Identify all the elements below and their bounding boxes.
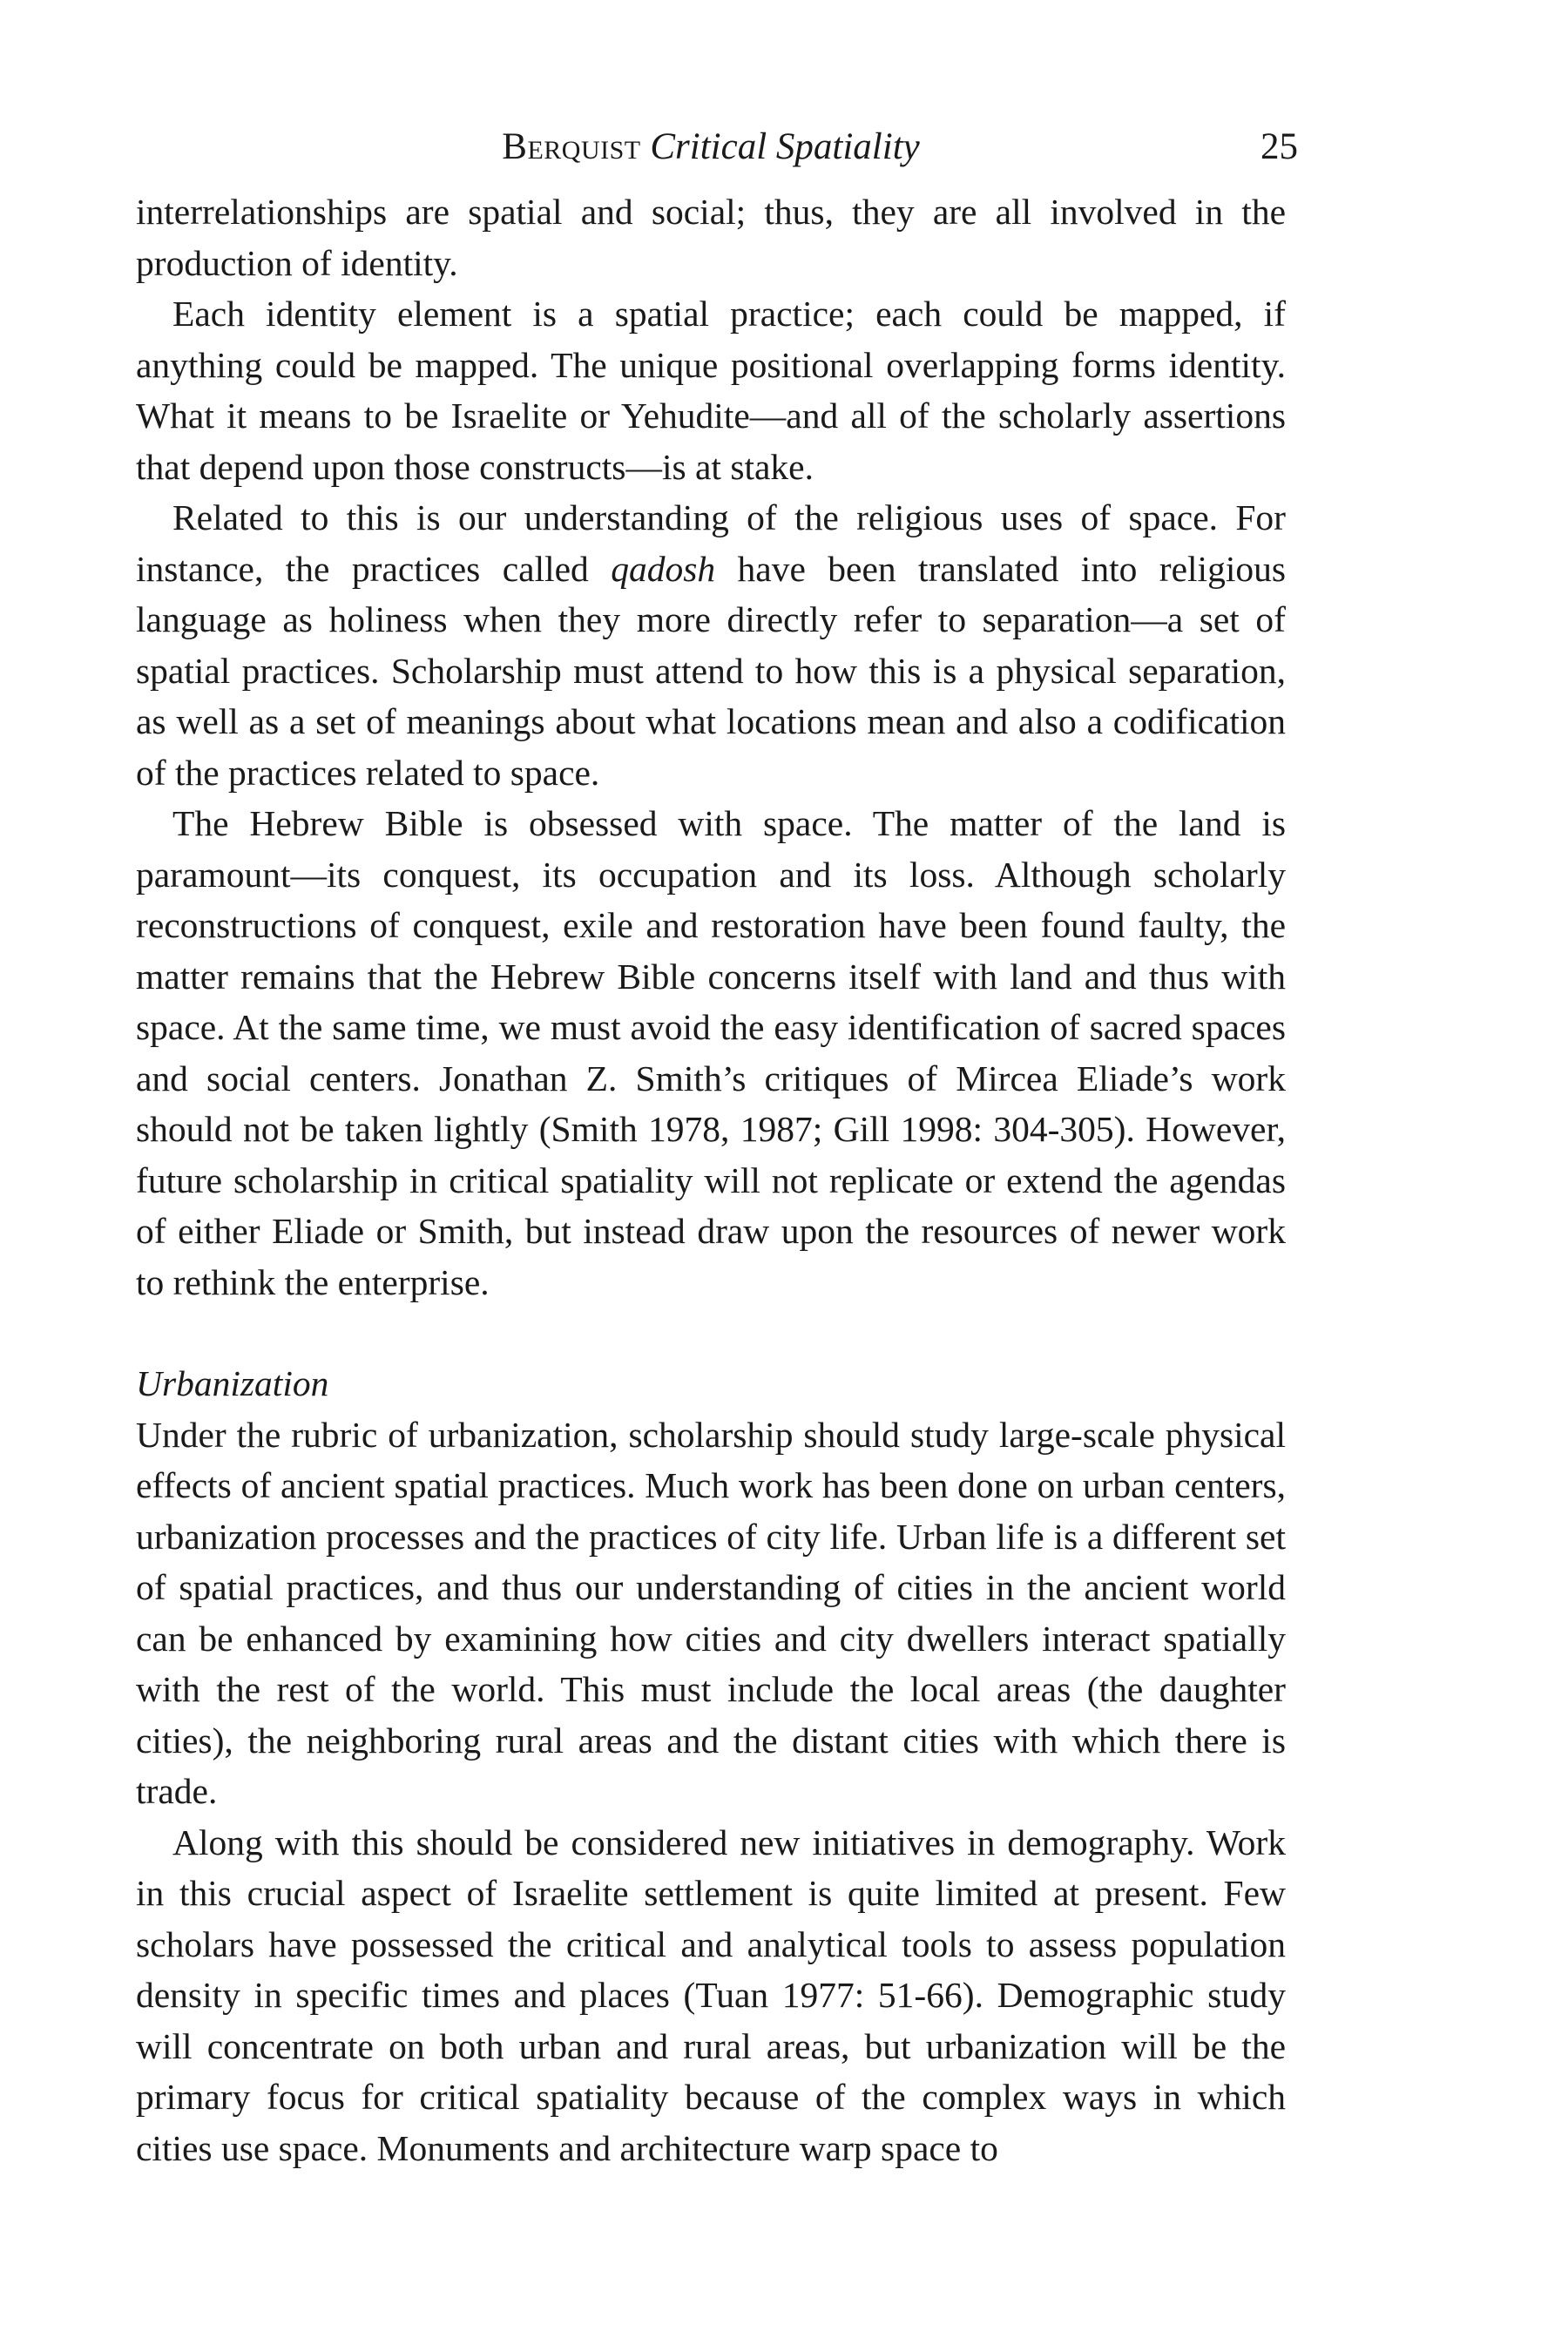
paragraph-urbanization-rubric: Under the rubric of urbanization, scholarship should study large-scale physical effects of ancient spatial practices. Much work has been done on urban centers, urbanization processes and the practices of city life. Urban life is a different set of spatial practices, and thus our understanding of cities in the ancient world can be enhanced by examining how cities and city dwellers interact spatially with the rest of the world. This must include the local areas (the daughter cities), the neighboring rural areas and the distant cities with which there is trade. xyxy=(136,1414,1286,1811)
section-heading-urbanization: Urbanization xyxy=(136,1363,329,1403)
body-text xyxy=(136,186,1286,2173)
book-page xyxy=(136,113,1298,2173)
page-number: 25 xyxy=(1260,126,1298,167)
running-head-author: Berquist xyxy=(502,126,641,167)
running-title xyxy=(136,125,1286,168)
paragraph-religious-uses-part-2: have been translated into religious language as holiness when they more directly refer to separation—a set of spatial practices. Scholarship must attend to how this is a physical separation, as well as a set of meanings about what locations mean and also a codification of the practices related to space. xyxy=(136,548,1286,793)
paragraph-identity-element: Each identity element is a spatial practice; each could be mapped, if anything could be mapped. The unique positional overlapping forms identity. What it means to be Israelite or Yehudite—and all of the scholarly assertions that depend upon those constructs—is at stake. xyxy=(136,294,1286,487)
paragraph-religious-uses xyxy=(136,492,1286,798)
running-head xyxy=(136,113,1298,183)
paragraph-continued: interrelationships are spatial and social; thus, they are all involved in the production of identity. xyxy=(136,192,1286,283)
paragraph-religious-uses-part-1: Related to this is our understanding of the religious uses of space. For instance, the practices called xyxy=(136,497,1286,589)
running-head-work-title: Critical Spatiality xyxy=(650,126,920,167)
paragraph-hebrew-bible-space: The Hebrew Bible is obsessed with space. The matter of the land is paramount—its conquest, its occupation and its loss. Although scholarly reconstructions of conquest, exile and restoration have been found faulty, the matter remains that the Hebrew Bible concerns itself with land and thus with space. At the same time, we must avoid the easy identification of sacred spaces and social centers. Jonathan Z. Smith’s critiques of Mircea Eliade’s work should not be taken lightly (Smith 1978, 1987; Gill 1998: 304-305). However, future scholarship in critical spatiality will not replicate or extend the agendas of either Eliade or Smith, but instead draw upon the resources of newer work to rethink the enterprise. xyxy=(136,803,1286,1302)
paragraph-demography: Along with this should be considered new initiatives in demography. Work in this crucial aspect of Israelite settlement is quite limited at present. Few scholars have possessed the critical and analytical tools to assess population density in specific times and places (Tuan 1977: 51-66). Demographic study will concentrate on both urban and rural areas, but urbanization will be the primary focus for critical spatiality because of the complex ways in which cities use space. Monuments and architecture warp space to xyxy=(136,1821,1286,2168)
qadosh-term: qadosh xyxy=(611,548,716,589)
